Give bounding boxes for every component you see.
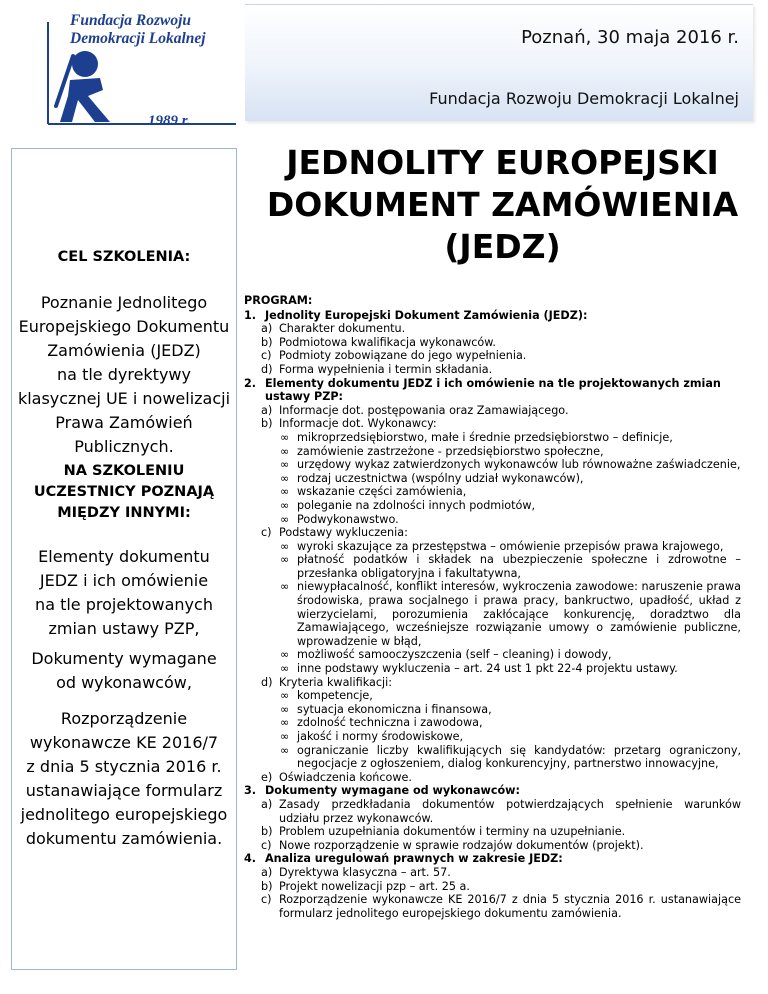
bullet-item bbox=[280, 703, 741, 717]
topic-line: jednolitego europejskiego bbox=[20, 805, 228, 824]
item-letter: b) bbox=[261, 335, 273, 349]
bullet-item bbox=[280, 744, 741, 771]
bullet-item bbox=[280, 662, 741, 676]
topic-regulation bbox=[12, 707, 236, 851]
bullet-item bbox=[280, 553, 741, 580]
participants-heading-line: UCZESTNICY POZNAJĄ bbox=[33, 484, 215, 500]
topic-line: zmian ustawy PZP, bbox=[48, 619, 200, 638]
infinity-bullet-icon: ∞ bbox=[280, 512, 290, 526]
list-item bbox=[261, 825, 741, 839]
logo bbox=[0, 0, 240, 138]
bullet-text: kompetencje, bbox=[297, 689, 373, 703]
title-line2: DOKUMENT ZAMÓWIENIA bbox=[266, 185, 739, 224]
list-item bbox=[261, 839, 741, 853]
item-text: Informacje dot. postępowania oraz Zamawiającego. bbox=[279, 403, 569, 417]
item-letter: b) bbox=[261, 879, 273, 893]
item-text: Podmiotowa kwalifikacja wykonawców. bbox=[279, 335, 496, 349]
section-3 bbox=[244, 784, 741, 798]
topic-line: na tle projektowanych bbox=[35, 595, 213, 614]
logo-name-line1: Fundacja Rozwoju bbox=[70, 12, 192, 29]
goal-line: Poznanie Jednolitego bbox=[40, 293, 208, 312]
item-text: Dyrektywa klasyczna – art. 57. bbox=[279, 865, 451, 879]
infinity-bullet-icon: ∞ bbox=[280, 498, 290, 512]
bullet-item bbox=[280, 485, 741, 499]
section-number: 4. bbox=[244, 852, 257, 866]
list-item bbox=[261, 676, 741, 690]
infinity-bullet-icon: ∞ bbox=[280, 716, 290, 730]
section-2 bbox=[244, 377, 741, 404]
section-4 bbox=[244, 852, 741, 866]
bullet-item bbox=[280, 472, 741, 486]
bullet-text: Podwykonawstwo. bbox=[297, 512, 399, 526]
section-1 bbox=[244, 309, 741, 323]
item-text: Oświadczenia końcowe. bbox=[279, 770, 412, 784]
item-letter: d) bbox=[261, 362, 273, 376]
participants-heading bbox=[12, 461, 236, 524]
goal-line: Prawa Zamówień bbox=[55, 413, 193, 432]
section-number: 3. bbox=[244, 784, 257, 798]
infinity-bullet-icon: ∞ bbox=[280, 458, 290, 472]
item-text: Projekt nowelizacji pzp – art. 25 a. bbox=[279, 879, 470, 893]
bullet-text: urzędowy wykaz zatwierdzonych wykonawców lub równoważne zaświadczenie, bbox=[297, 458, 741, 472]
header-date: Poznań, 30 maja 2016 r. bbox=[521, 27, 739, 48]
infinity-bullet-icon: ∞ bbox=[280, 471, 290, 485]
bullet-text: ograniczanie liczby kwalifikujących się kandydatów: przetarg ograniczony, negocjacje z ogłoszeniem, dialog konkurencyjny, partnerstwo innowacyjne, bbox=[297, 743, 741, 771]
topic-line: od wykonawców, bbox=[56, 673, 192, 692]
item-letter: a) bbox=[261, 322, 273, 336]
list-item bbox=[261, 417, 741, 431]
goal-line: klasycznej UE i nowelizacji bbox=[17, 389, 231, 408]
item-text: Charakter dokumentu. bbox=[279, 322, 406, 336]
figure-icon bbox=[0, 0, 240, 138]
list-item bbox=[261, 526, 741, 540]
bullet-item bbox=[280, 716, 741, 730]
title-line3: (JEDZ) bbox=[444, 227, 561, 266]
bullet-item bbox=[280, 513, 741, 527]
list-item bbox=[261, 771, 741, 785]
topic-line: z dnia 5 stycznia 2016 r. bbox=[26, 757, 222, 776]
infinity-bullet-icon: ∞ bbox=[280, 689, 290, 703]
goal-text bbox=[12, 291, 236, 459]
participants-heading-line: MIĘDZY INNYMI: bbox=[57, 505, 191, 521]
item-text: Podstawy wykluczenia: bbox=[279, 526, 408, 540]
bullet-text: mikroprzedsiębiorstwo, małe i średnie przedsiębiorstwo – definicje, bbox=[297, 430, 673, 444]
bullet-item bbox=[280, 648, 741, 662]
item-letter: b) bbox=[261, 417, 273, 431]
list-item bbox=[261, 363, 741, 377]
goal-line: na tle dyrektywy bbox=[57, 365, 191, 384]
list-item bbox=[261, 798, 741, 825]
item-letter: a) bbox=[261, 403, 273, 417]
item-letter: c) bbox=[261, 893, 272, 907]
item-text: Kryteria kwalifikacji: bbox=[279, 675, 392, 689]
bullet-text: wskazanie części zamówienia, bbox=[297, 485, 467, 499]
bullet-item bbox=[280, 458, 741, 472]
bullet-item bbox=[280, 431, 741, 445]
logo-name-line2: Demokracji Lokalnej bbox=[70, 30, 206, 47]
section-title: Analiza uregulowań prawnych w zakresie JEDZ: bbox=[265, 852, 563, 866]
logo-year: 1989 r. bbox=[148, 113, 191, 129]
goal-line: Europejskiego Dokumentu bbox=[18, 317, 230, 336]
item-letter: c) bbox=[261, 838, 272, 852]
list-item bbox=[261, 349, 741, 363]
program-heading: PROGRAM: bbox=[244, 294, 313, 307]
header-organization: Fundacja Rozwoju Demokracji Lokalnej bbox=[429, 89, 739, 108]
section-number: 1. bbox=[244, 308, 257, 322]
item-letter: c) bbox=[261, 349, 272, 363]
list-item bbox=[261, 893, 741, 920]
participants-heading-line: NA SZKOLENIU bbox=[63, 463, 185, 479]
bullet-item bbox=[280, 499, 741, 513]
infinity-bullet-icon: ∞ bbox=[280, 730, 290, 743]
section-title: Dokumenty wymagane od wykonawców: bbox=[265, 784, 520, 798]
item-text: Nowe rozporządzenie w sprawie rodzajów dokumentów (projekt). bbox=[279, 838, 644, 852]
item-letter: c) bbox=[261, 526, 272, 540]
bullet-item bbox=[280, 540, 741, 554]
item-text: Problem uzupełniania dokumentów i terminy na uzupełnianie. bbox=[279, 825, 626, 839]
list-item bbox=[261, 336, 741, 350]
section-number: 2. bbox=[244, 376, 257, 390]
list-item bbox=[261, 404, 741, 418]
topic-line: ustanawiające formularz bbox=[25, 781, 223, 800]
bullet-item bbox=[280, 689, 741, 703]
bullet-item bbox=[280, 730, 741, 744]
bullet-text: płatność podatków i składek na ubezpieczenie społeczne i zdrowotne – przesłanka obligatoryjna i fakultatywna, bbox=[297, 553, 741, 580]
list-item bbox=[261, 866, 741, 880]
item-text: Informacje dot. Wykonawcy: bbox=[279, 417, 437, 431]
program bbox=[244, 294, 741, 920]
bullet-item bbox=[280, 580, 741, 648]
infinity-bullet-icon: ∞ bbox=[280, 444, 290, 458]
page-title bbox=[245, 142, 760, 268]
item-text: Rozporządzenie wykonawcze KE 2016/7 z dnia 5 stycznia 2016 r. ustanawiające formularz jednolitego europejskiego dokumentu zamówienia. bbox=[279, 893, 741, 920]
goal-line: Zamówienia (JEDZ) bbox=[47, 341, 201, 360]
item-text: Forma wypełnienia i termin składania. bbox=[279, 362, 493, 376]
infinity-bullet-icon: ∞ bbox=[280, 662, 290, 676]
bullet-text: poleganie na zdolności innych podmiotów, bbox=[297, 498, 536, 512]
topic-elements bbox=[12, 545, 236, 641]
topic-line: JEDZ i ich omówienie bbox=[39, 571, 209, 590]
item-letter: d) bbox=[261, 675, 273, 689]
goal-line: Publicznych. bbox=[74, 437, 174, 456]
item-text: Zasady przedkładania dokumentów potwierdzających spełnienie warunków udziału przez wykonawców. bbox=[279, 797, 741, 825]
infinity-bullet-icon: ∞ bbox=[280, 702, 290, 716]
item-letter: a) bbox=[261, 797, 273, 811]
bullet-item bbox=[280, 445, 741, 459]
item-text: Podmioty zobowiązane do jego wypełnienia. bbox=[279, 349, 527, 363]
topic-documents bbox=[12, 647, 236, 695]
infinity-bullet-icon: ∞ bbox=[280, 485, 290, 499]
topic-line: Rozporządzenie bbox=[60, 709, 188, 728]
item-letter: b) bbox=[261, 825, 273, 839]
sidebar bbox=[11, 148, 237, 970]
bullet-text: sytuacja ekonomiczna i finansowa, bbox=[297, 702, 492, 716]
bullet-text: możliwość samooczyszczenia (self – cleaning) i dowody, bbox=[297, 648, 612, 662]
title-line1: JEDNOLITY EUROPEJSKI bbox=[286, 143, 719, 182]
item-letter: a) bbox=[261, 865, 273, 879]
list-item bbox=[261, 880, 741, 894]
infinity-bullet-icon: ∞ bbox=[280, 553, 290, 567]
infinity-bullet-icon: ∞ bbox=[280, 743, 290, 757]
infinity-bullet-icon: ∞ bbox=[280, 539, 290, 553]
bullet-text: niewypłacalność, konflikt interesów, wykroczenia zawodowe: naruszenie prawa środowiska, prawa socjalnego i prawa pracy, bankructwo, upadłość, układ z wierzycielami, porozumienia zakłócające konkurencję, doradztwo dla Zamawiającego, wcześniejsze rozwiązanie umowy o zamówienie publiczne, wprowadzenie w błąd, bbox=[297, 580, 741, 648]
section-title: Elementy dokumentu JEDZ i ich omówienie na tle projektowanych zmian ustawy PZP: bbox=[265, 376, 721, 404]
topic-line: Elementy dokumentu bbox=[38, 547, 210, 566]
topic-line: Dokumenty wymagane bbox=[31, 649, 217, 668]
topic-line: dokumentu zamówienia. bbox=[25, 829, 223, 848]
bullet-text: zamówienie zastrzeżone - przedsiębiorstwo społeczne, bbox=[297, 444, 604, 458]
item-letter: e) bbox=[261, 770, 273, 784]
bullet-text: jakość i normy środowiskowe, bbox=[297, 730, 464, 743]
header-box bbox=[245, 4, 753, 121]
goal-heading: CEL SZKOLENIA: bbox=[57, 249, 191, 265]
topic-line: wykonawcze KE 2016/7 bbox=[29, 733, 219, 752]
bullet-text: zdolność techniczna i zawodowa, bbox=[297, 716, 483, 730]
infinity-bullet-icon: ∞ bbox=[280, 580, 290, 594]
list-item bbox=[261, 322, 741, 336]
bullet-text: rodzaj uczestnictwa (wspólny udział wykonawców), bbox=[297, 471, 584, 485]
bullet-text: wyroki skazujące za przestępstwa – omówienie przepisów prawa krajowego, bbox=[297, 539, 724, 553]
bullet-text: inne podstawy wykluczenia – art. 24 ust 1 pkt 22-4 projektu ustawy. bbox=[297, 662, 678, 676]
infinity-bullet-icon: ∞ bbox=[280, 430, 290, 444]
infinity-bullet-icon: ∞ bbox=[280, 648, 290, 662]
section-title: Jednolity Europejski Dokument Zamówienia (JEDZ): bbox=[265, 308, 588, 322]
